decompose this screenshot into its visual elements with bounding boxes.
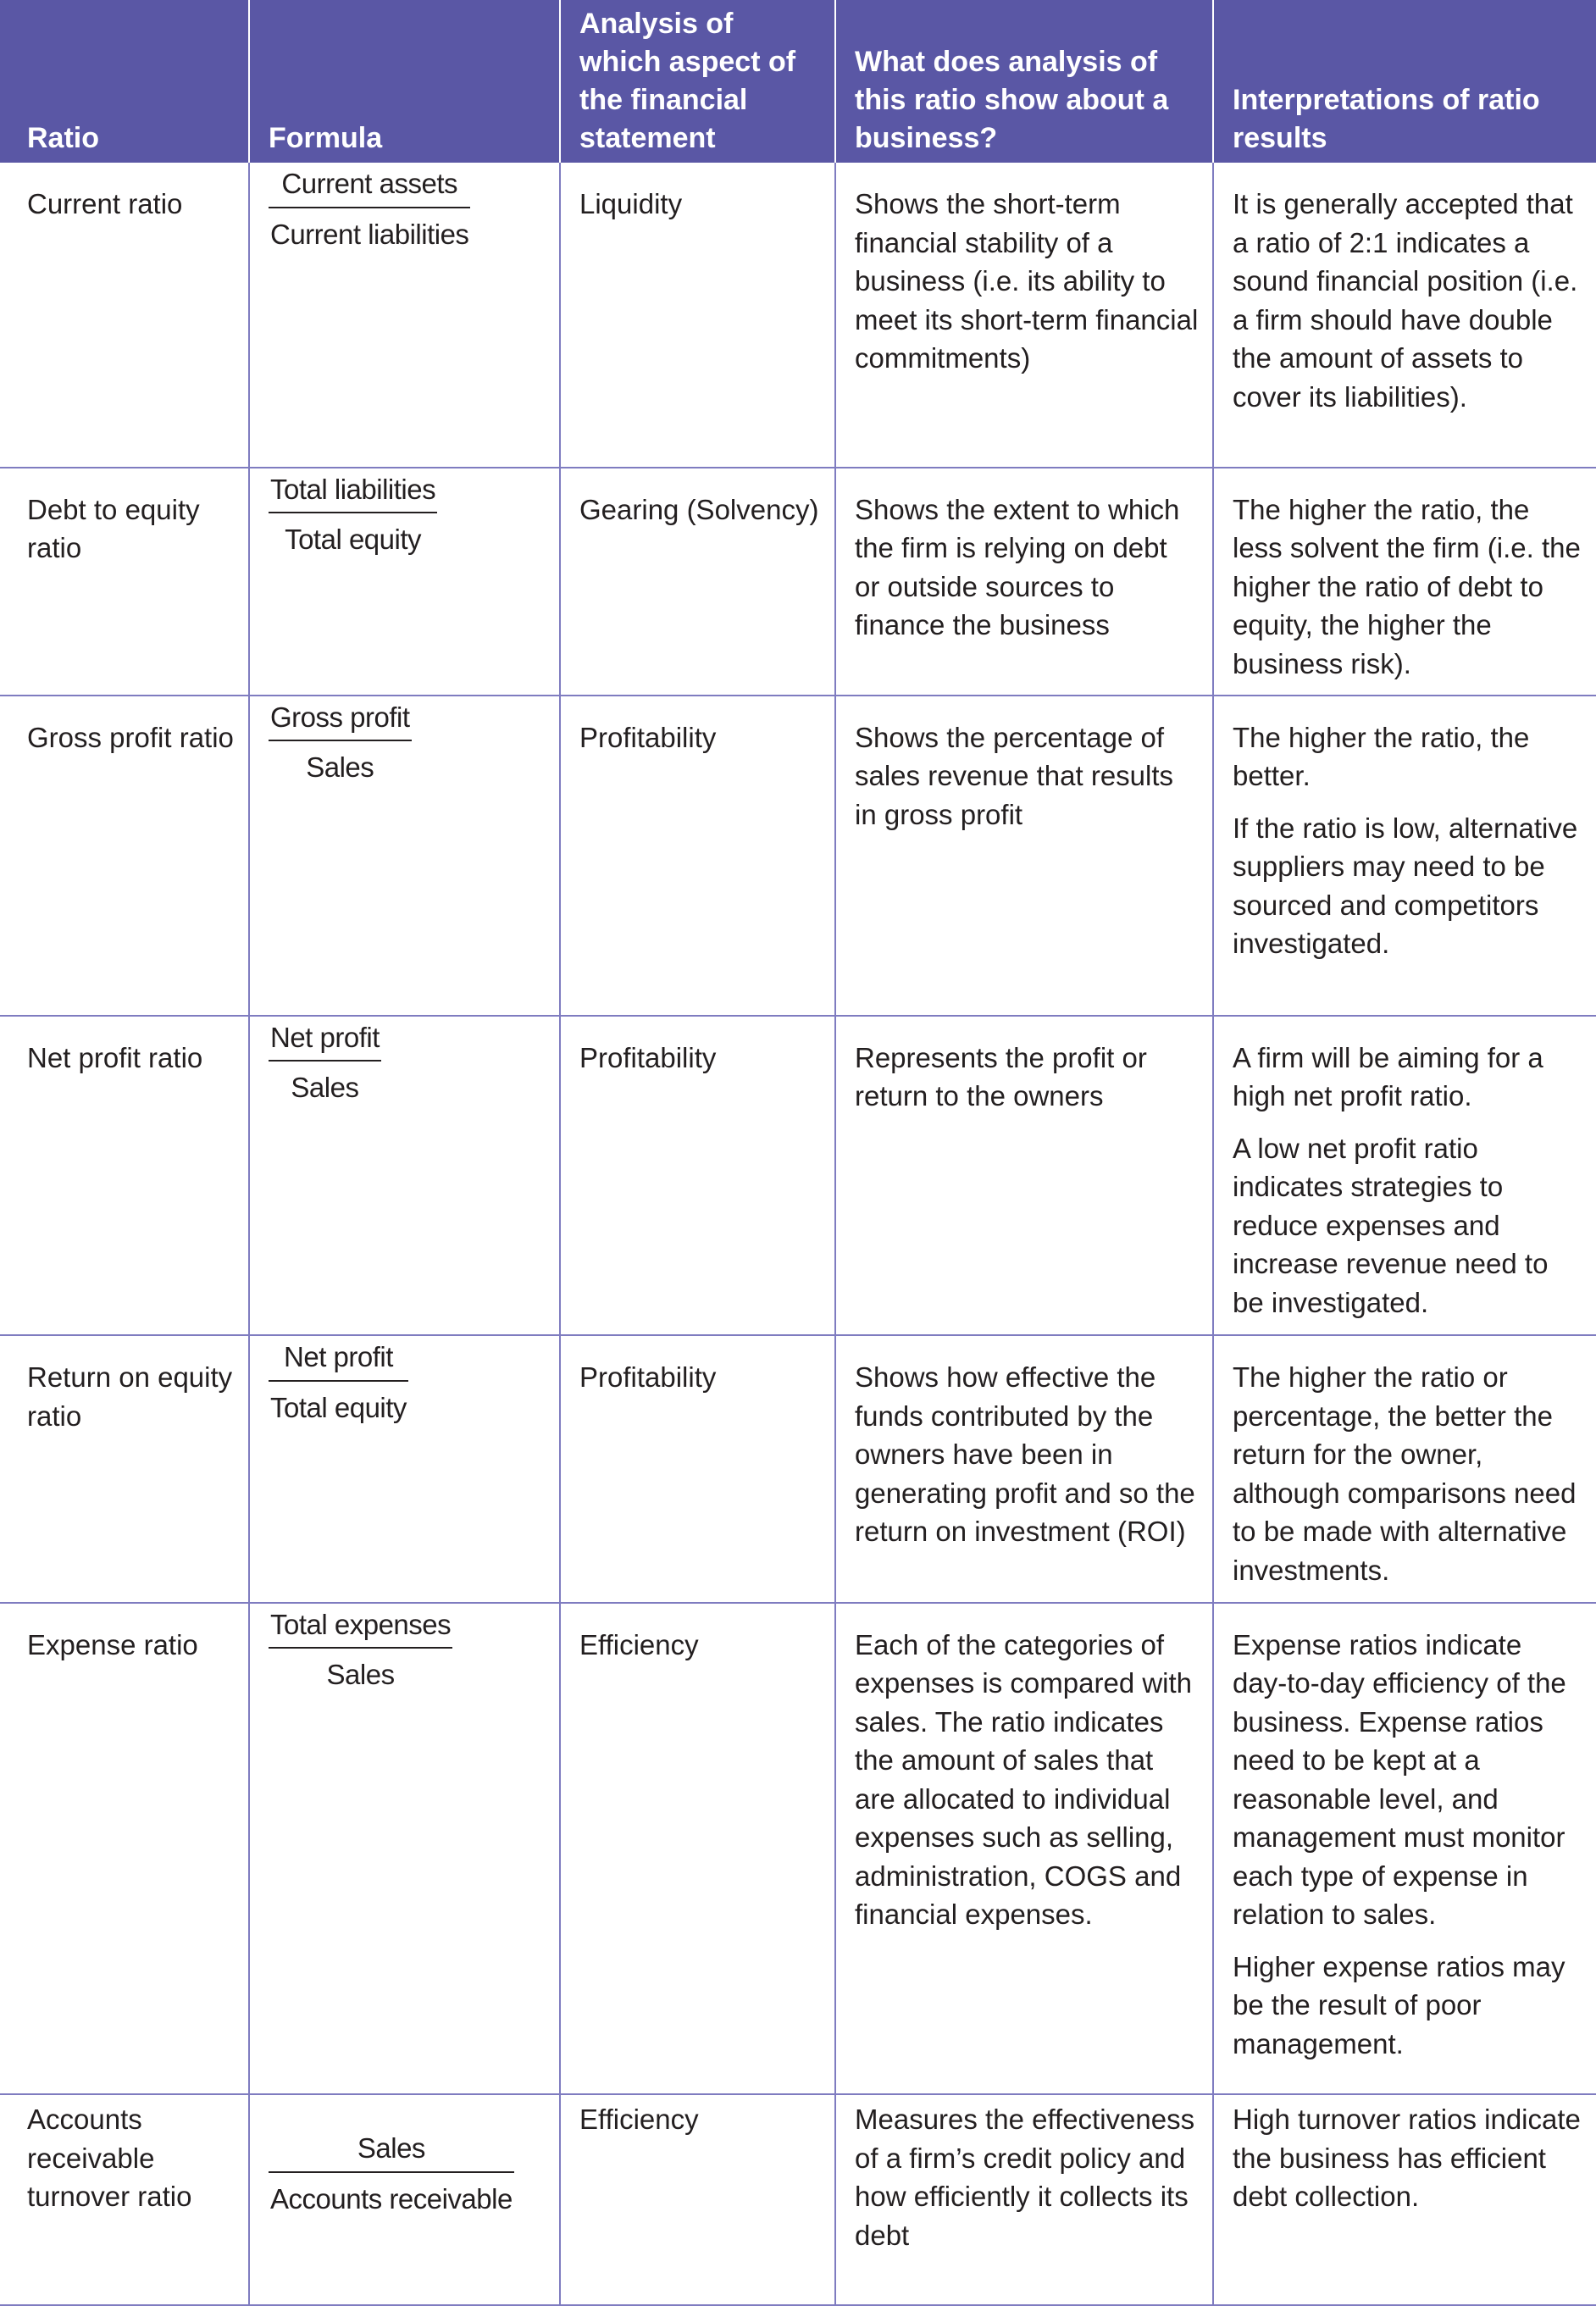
formula-denominator: Sales	[326, 1659, 395, 1691]
aspect: Efficiency	[560, 1603, 835, 2094]
shows: Each of the categories of expenses is compared with sales. The ratio indicates the amount of sales that are allocated to individual expenses such as selling, administration, COGS and financial expenses.	[835, 1603, 1213, 2094]
formula-numerator: Current assets	[269, 164, 470, 208]
header-interpretation: Interpretations of ratio results	[1213, 0, 1596, 163]
table-row	[0, 1335, 1596, 1602]
formula-fraction	[269, 1605, 452, 1694]
ratio-name: Expense ratio	[0, 1603, 249, 2094]
formula-denominator: Total equity	[285, 524, 422, 556]
formula	[249, 468, 560, 696]
table-row	[0, 696, 1596, 1016]
formula-fraction	[269, 2129, 514, 2218]
formula-numerator: Total expenses	[269, 1605, 452, 1649]
aspect: Efficiency	[560, 2094, 835, 2305]
ratio-name: Gross profit ratio	[0, 696, 249, 1016]
header-formula: Formula	[249, 0, 560, 163]
formula-numerator: Gross profit	[269, 698, 412, 742]
formula	[249, 2094, 560, 2305]
interpretation-paragraph: A firm will be aiming for a high net profit ratio.	[1233, 1041, 1543, 1112]
formula-numerator: Net profit	[269, 1338, 408, 1382]
interpretation-paragraph: A low net profit ratio indicates strategies to reduce expenses and increase revenue need to be investigated.	[1233, 1132, 1549, 1318]
shows: Represents the profit or return to the owners	[835, 1016, 1213, 1336]
formula-numerator: Net profit	[269, 1018, 381, 1062]
interpretation	[1213, 1016, 1596, 1336]
formula	[249, 1603, 560, 2094]
formula-denominator: Total equity	[270, 1391, 407, 1423]
formula-denominator: Current liabilities	[270, 218, 469, 250]
header-ratio: Ratio	[0, 0, 249, 163]
ratio-name: Return on equity ratio	[0, 1335, 249, 1602]
formula-fraction	[269, 1338, 408, 1427]
ratio-name: Net profit ratio	[0, 1016, 249, 1336]
table-row	[0, 163, 1596, 468]
table-row	[0, 1016, 1596, 1336]
formula-fraction	[269, 470, 437, 559]
formula	[249, 696, 560, 1016]
shows: Shows the extent to which the firm is relying on debt or outside sources to finance the business	[835, 468, 1213, 696]
table-row	[0, 468, 1596, 696]
interpretation	[1213, 2094, 1596, 2305]
ratio-name: Current ratio	[0, 163, 249, 468]
header-shows: What does analysis of this ratio show about a business?	[835, 0, 1213, 163]
header-aspect: Analysis of which aspect of the financial statement	[560, 0, 835, 163]
shows: Measures the effectiveness of a firm’s credit policy and how efficiently it collects its debt	[835, 2094, 1213, 2305]
shows: Shows the percentage of sales revenue that results in gross profit	[835, 696, 1213, 1016]
interpretation	[1213, 1335, 1596, 1602]
ratio-name: Accounts receivable turnover ratio	[0, 2094, 249, 2305]
formula-denominator: Sales	[306, 751, 374, 784]
interpretation-paragraph: If the ratio is low, alternative suppliers may need to be sourced and competitors investigated.	[1233, 812, 1578, 960]
formula	[249, 1335, 560, 1602]
interpretation-paragraph: Expense ratios indicate day-to-day efficiency of the business. Expense ratios need to be kept at a reasonable level, and management must monitor each type of expense in relation to sales.	[1233, 1628, 1566, 1931]
interpretation-paragraph: The higher the ratio, the better.	[1233, 721, 1530, 792]
formula-denominator: Accounts receivable	[270, 2182, 513, 2215]
aspect: Gearing (Solvency)	[560, 468, 835, 696]
formula-numerator: Sales	[269, 2129, 514, 2173]
interpretation	[1213, 1603, 1596, 2094]
aspect: Profitability	[560, 1335, 835, 1602]
table-row	[0, 1603, 1596, 2094]
shows: Shows how effective the funds contributed by the owners have been in generating profit and so the return on investment (ROI)	[835, 1335, 1213, 1602]
interpretation-paragraph: Higher expense ratios may be the result of poor management.	[1233, 1950, 1566, 2059]
formula	[249, 163, 560, 468]
formula-numerator: Total liabilities	[269, 470, 437, 514]
formula-fraction	[269, 698, 412, 787]
formula-fraction	[269, 164, 470, 253]
formula-fraction	[269, 1018, 381, 1107]
interpretation-paragraph: The higher the ratio or percentage, the better the return for the owner, although comparisons need to be made with alternative investments.	[1233, 1361, 1577, 1586]
interpretation	[1213, 163, 1596, 468]
interpretation-paragraph: High turnover ratios indicate the business has efficient debt collection.	[1233, 2104, 1581, 2213]
aspect: Liquidity	[560, 163, 835, 468]
table-row	[0, 2094, 1596, 2305]
formula	[249, 1016, 560, 1336]
interpretation-paragraph: It is generally accepted that a ratio of 2:1 indicates a sound financial position (i.e. a firm should have double the amount of assets to cover its liabilities).	[1233, 188, 1578, 413]
aspect: Profitability	[560, 696, 835, 1016]
ratio-name: Debt to equity ratio	[0, 468, 249, 696]
interpretation-paragraph: The higher the ratio, the less solvent the firm (i.e. the higher the ratio of debt to equity, the higher the business risk).	[1233, 493, 1581, 679]
interpretation	[1213, 468, 1596, 696]
shows: Shows the short-term financial stability of a business (i.e. its ability to meet its short-term financial commitments)	[835, 163, 1213, 468]
header-row	[0, 0, 1596, 163]
formula-denominator: Sales	[291, 1072, 359, 1104]
interpretation	[1213, 696, 1596, 1016]
aspect: Profitability	[560, 1016, 835, 1336]
